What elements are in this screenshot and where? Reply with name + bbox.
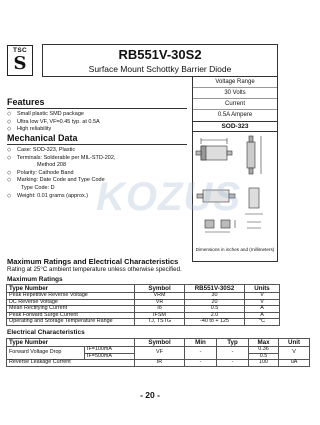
- electrical-label: Electrical Characteristics: [7, 329, 85, 336]
- features-list: [7, 111, 100, 134]
- column-header: Typ: [217, 339, 249, 347]
- table-cell: V: [245, 299, 280, 306]
- spec-box: [192, 77, 278, 122]
- feature-item: ◇ Small plastic SMD package: [7, 111, 100, 119]
- title-box: [42, 44, 278, 77]
- package-name: SOD-323: [193, 122, 277, 132]
- feature-item: ◇ High reliability: [7, 126, 100, 134]
- table-cell: uA: [279, 360, 310, 367]
- mechanical-item: ◇ Polarity: Cathode Band: [7, 170, 115, 178]
- document-subtitle: Surface Mount Schottky Barrier Diode: [88, 64, 232, 74]
- table-cell: 0.5: [249, 353, 279, 360]
- max-ratings-table: [6, 284, 280, 326]
- table-cell: 30: [185, 293, 245, 300]
- table-row: [7, 319, 280, 326]
- mechanical-rule: [7, 144, 187, 145]
- column-header: Max: [249, 339, 279, 347]
- table-cell: -: [185, 347, 217, 360]
- page-number: - 20 -: [140, 390, 160, 400]
- current-label: Current: [193, 99, 277, 110]
- voltage-label: Voltage Range: [193, 77, 277, 88]
- table-cell: 20: [185, 299, 245, 306]
- column-header: RB551V-30S2: [185, 285, 245, 293]
- table-row: [7, 360, 310, 367]
- table-cell: 0.36: [249, 347, 279, 354]
- mechanical-item: Method 208: [37, 162, 67, 169]
- table-cell: Peak Forward Surge Current: [7, 312, 135, 319]
- table-cell: DC Reverse Voltage: [7, 299, 135, 306]
- mechanical-item: ◇ Weight: 0.01 grams (approx.): [7, 193, 115, 201]
- table-cell: V: [245, 293, 280, 300]
- logo-text: TSC: [13, 47, 27, 54]
- table-cell: IFSM: [135, 312, 185, 319]
- column-header: Symbol: [135, 339, 185, 347]
- column-header: Units: [245, 285, 280, 293]
- table-cell: A: [245, 312, 280, 319]
- table-cell: 100: [249, 360, 279, 367]
- table-cell: VF: [135, 347, 185, 360]
- ratings-note: Rating at 25°C ambient temperature unless otherwise specified.: [7, 266, 182, 273]
- table-cell: IF=100mA: [85, 347, 135, 354]
- mechanical-item: ◇ Case: SOD-323, Plastic: [7, 147, 115, 155]
- ratings-title: Maximum Ratings and Electrical Characteristics: [7, 257, 179, 266]
- column-header: Unit: [279, 339, 310, 347]
- mechanical-item: Type Code: D: [21, 184, 55, 191]
- mechanical-item: ◇ Marking: Date Code and Type Code: [7, 177, 115, 185]
- table-cell: Peak Repetitive Reverse Voltage: [7, 293, 135, 300]
- table-cell: 2.0: [185, 312, 245, 319]
- logo-mark: S: [13, 53, 27, 74]
- table-cell: Io: [135, 306, 185, 313]
- table-cell: -: [217, 347, 249, 360]
- part-number: RB551V-30S2: [118, 47, 202, 62]
- table-cell: Forward Voltage Drop: [7, 347, 85, 360]
- watermark: KOZUS: [96, 175, 241, 219]
- table-cell: °C: [245, 319, 280, 326]
- table-cell: Reverse Leakage Current: [7, 360, 135, 367]
- current-value: 0.5A Ampere: [217, 112, 253, 118]
- table-cell: 0.5: [185, 306, 245, 313]
- column-header: Type Number: [7, 285, 135, 293]
- mechanical-item: ◇ Terminals: Solderable per MIL-STD-202,: [7, 155, 115, 163]
- company-logo: [7, 45, 33, 76]
- table-cell: VR: [135, 299, 185, 306]
- max-ratings-label: Maximum Ratings: [7, 276, 63, 283]
- column-header: Symbol: [135, 285, 185, 293]
- column-header: Min: [185, 339, 217, 347]
- voltage-value: 30 Volts: [193, 88, 277, 99]
- feature-item: ◇ Ultra low VF, VF=0.45 typ. at 0.5A: [7, 119, 100, 127]
- table-cell: V: [279, 347, 310, 360]
- mechanical-heading: Mechanical Data: [7, 133, 78, 143]
- table-cell: TJ, TSTG: [135, 319, 185, 326]
- table-cell: IF=500mA: [85, 353, 135, 360]
- table-cell: A: [245, 306, 280, 313]
- table-cell: -40 to + 125: [185, 319, 245, 326]
- features-heading: Features: [7, 97, 45, 107]
- table-cell: VRM: [135, 293, 185, 300]
- table-cell: Operating and Storage Temperature Range: [7, 319, 135, 326]
- table-cell: IR: [135, 360, 185, 367]
- table-cell: -: [217, 360, 249, 367]
- table-cell: -: [185, 360, 217, 367]
- table-cell: Mean Rectifying Current: [7, 306, 135, 313]
- dimension-note: Dimensions in inches and (millimeters): [195, 247, 275, 252]
- electrical-table: [6, 338, 310, 367]
- column-header: Type Number: [7, 339, 135, 347]
- features-rule: [7, 108, 187, 109]
